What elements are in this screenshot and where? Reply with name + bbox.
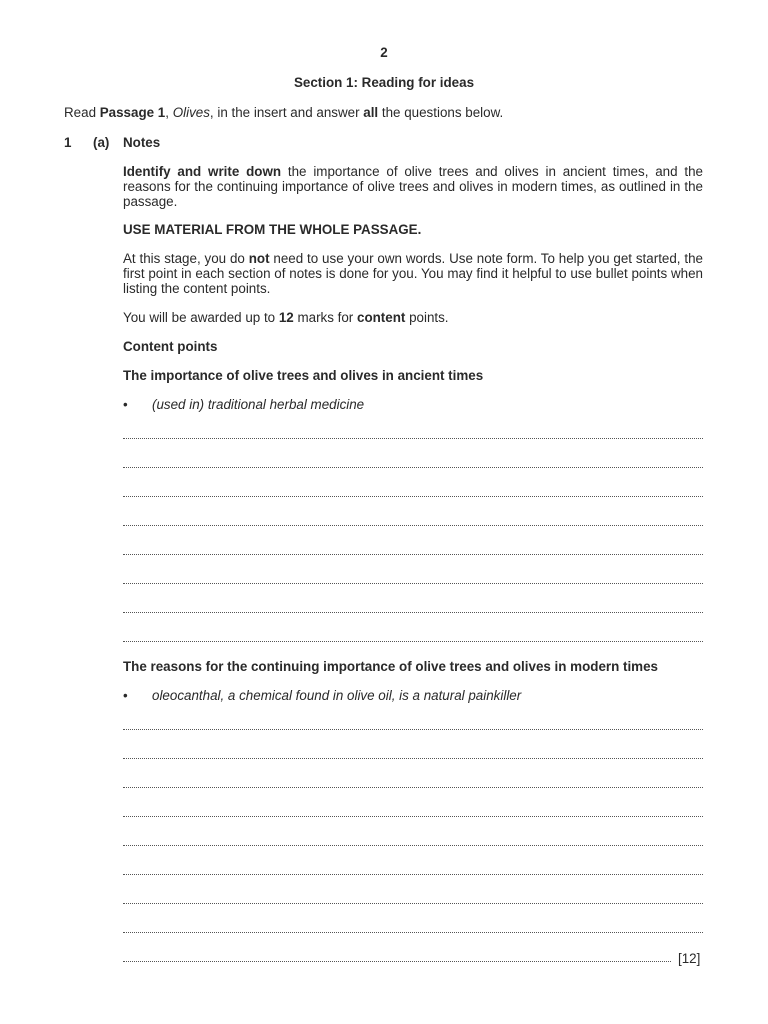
answer-line-2-2[interactable]	[123, 750, 703, 759]
answer-line-1-1[interactable]	[123, 430, 703, 439]
award-content: content	[357, 310, 406, 325]
award-mid: marks for	[293, 310, 357, 325]
intro-read: Read	[64, 105, 100, 120]
award-line	[123, 310, 449, 325]
section1-heading: The importance of olive trees and olives in ancient times	[123, 368, 484, 383]
intro-all: all	[363, 105, 379, 120]
answer-line-2-8[interactable]	[123, 924, 703, 933]
award-num: 12	[278, 310, 294, 325]
award-pre: You will be awarded up to	[123, 310, 279, 325]
intro-passage: Passage 1	[99, 105, 166, 120]
question-heading: Notes	[123, 135, 161, 150]
instruction-paragraph	[123, 164, 703, 209]
answer-line-1-6[interactable]	[123, 575, 703, 584]
use-material-notice: USE MATERIAL FROM THE WHOLE PASSAGE.	[123, 222, 422, 237]
question-number: 1	[64, 135, 72, 150]
intro-title: Olives	[172, 105, 210, 120]
answer-line-1-4[interactable]	[123, 517, 703, 526]
answer-line-2-1[interactable]	[123, 721, 703, 730]
question-part: (a)	[93, 135, 110, 150]
answer-line-2-4[interactable]	[123, 808, 703, 817]
marks-total: [12]	[678, 951, 701, 966]
section2-example: oleocanthal, a chemical found in olive oil, is a natural painkiller	[152, 688, 522, 703]
intro-rest2: the questions below.	[378, 105, 504, 120]
intro-rest1: , in the insert and answer	[209, 105, 364, 120]
answer-line-2-3[interactable]	[123, 779, 703, 788]
answer-line-1-5[interactable]	[123, 546, 703, 555]
answer-line-1-7[interactable]	[123, 604, 703, 613]
intro-comma: ,	[165, 105, 173, 120]
answer-line-2-5[interactable]	[123, 837, 703, 846]
stage-paragraph	[123, 251, 703, 296]
content-points-heading: Content points	[123, 339, 218, 354]
section-title: Section 1: Reading for ideas	[293, 75, 475, 90]
stage-not: not	[248, 251, 270, 266]
answer-line-1-2[interactable]	[123, 459, 703, 468]
intro-line	[64, 105, 503, 120]
section1-example: (used in) traditional herbal medicine	[152, 397, 365, 412]
answer-line-2-7[interactable]	[123, 895, 703, 904]
award-post: points.	[405, 310, 449, 325]
section2-bullet: •	[123, 688, 128, 703]
section1-bullet: •	[123, 397, 128, 412]
stage-pre: At this stage, you do	[123, 251, 249, 266]
instruction-rest: the importance of olive trees and olives in ancient times, and the reasons for the continuing importance of olive trees and olives in modern times, as outlined in the passage.	[123, 164, 704, 209]
answer-line-1-3[interactable]	[123, 488, 703, 497]
page-number: 2	[380, 45, 388, 60]
instruction-bold: Identify and write down	[123, 164, 282, 179]
answer-line-1-8[interactable]	[123, 633, 703, 642]
answer-line-2-6[interactable]	[123, 866, 703, 875]
answer-line-2-9[interactable]	[123, 953, 671, 962]
section2-heading: The reasons for the continuing importance of olive trees and olives in modern times	[123, 659, 658, 674]
stage-post: need to use your own words. Use note form. To help you get started, the first point in each section of notes is done for you. You may find it helpful to use bullet points when listing the content points.	[123, 251, 703, 296]
